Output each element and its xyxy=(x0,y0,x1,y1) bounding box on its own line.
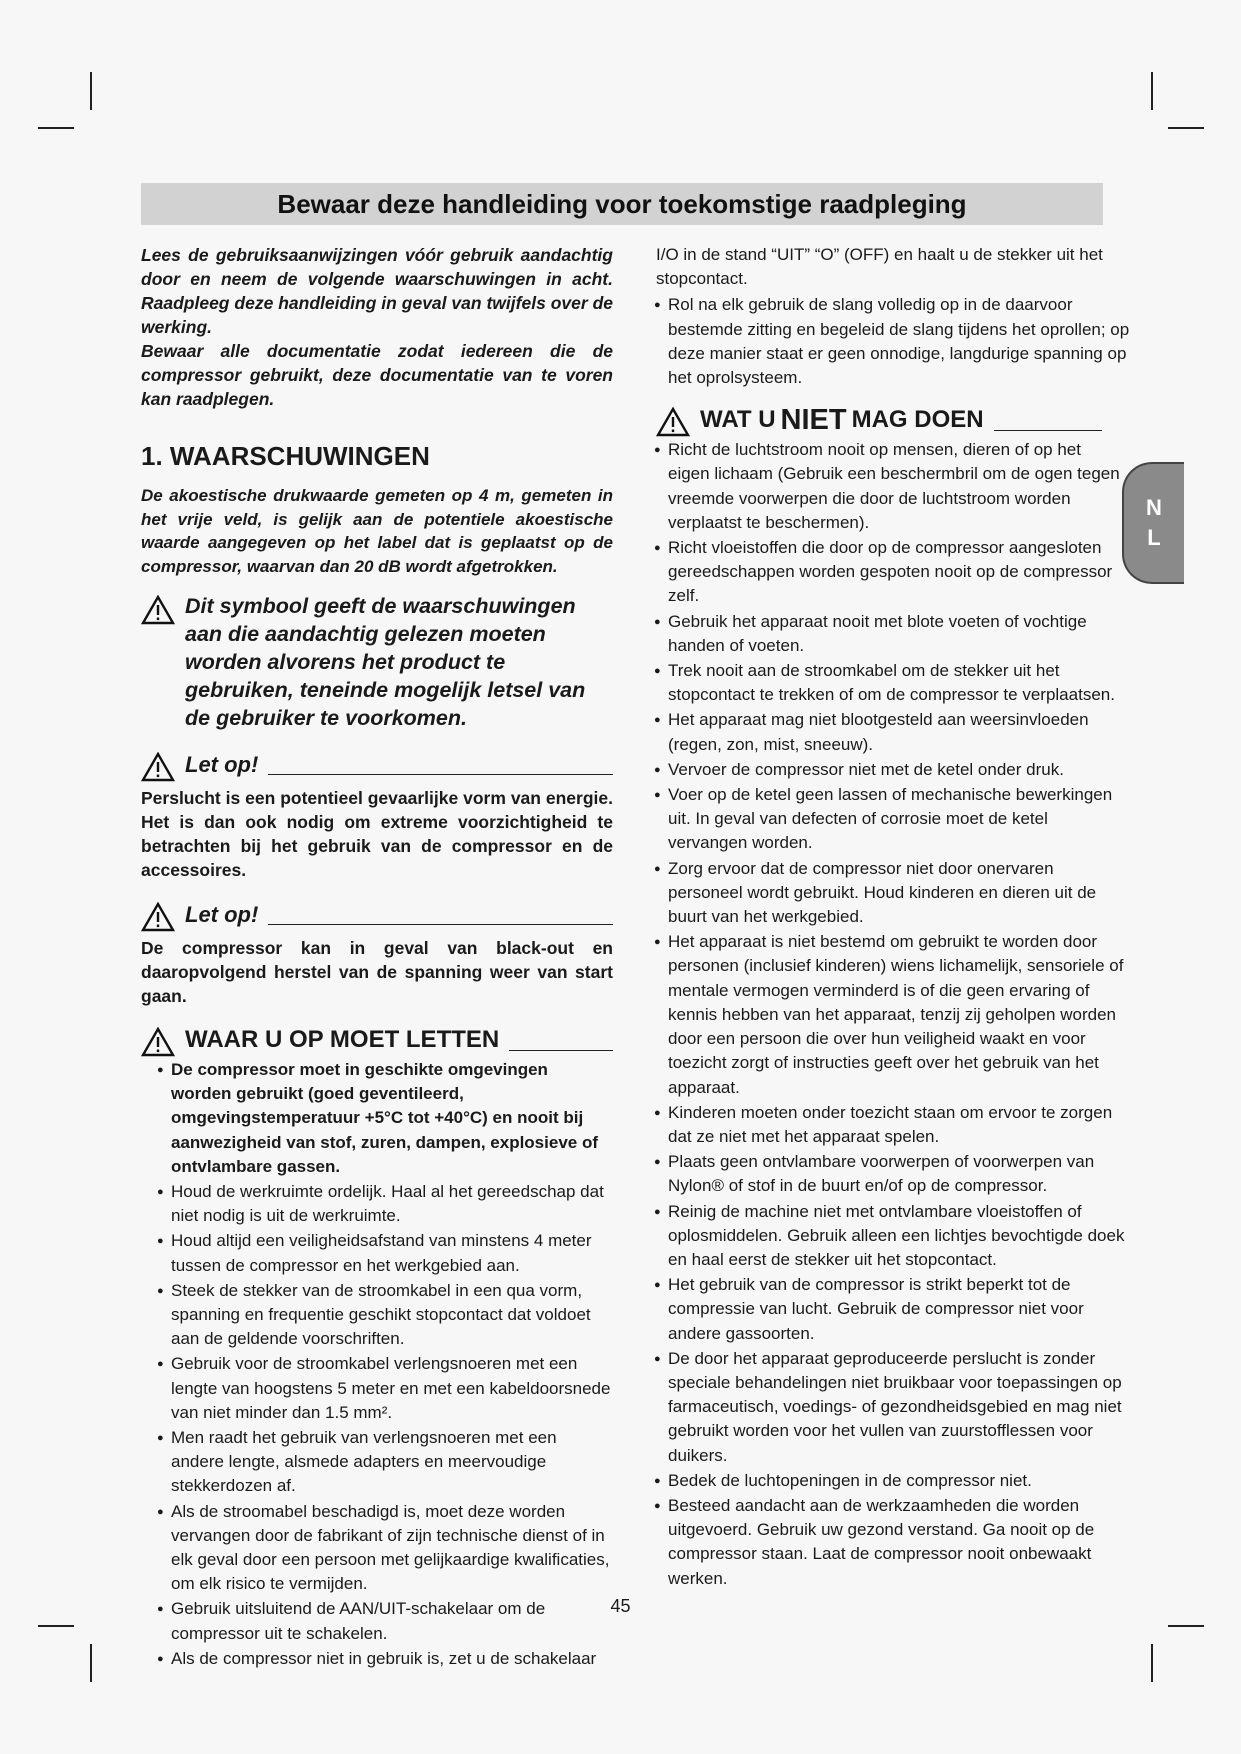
list-item: ● De compressor moet in geschikte omgevingen worden gebruikt (goed geventileerd, omgevingstemperatuur +5°C tot +40°C) en nooit bij aanwezigheid van stof, zuren, dampen, explosieve of ontvlambare gassen. xyxy=(159,1058,613,1179)
list-item: ● Plaats geen ontvlambare voorwerpen of voorwerpen van Nylon® of stof in de buurt en/of op de compressor. xyxy=(656,1150,1126,1198)
heading-rule xyxy=(994,410,1102,431)
niet-title-post: MAG DOEN xyxy=(851,406,984,434)
symbol-note-text: Dit symbool geeft de waarschuwingen aan die aandachtig gelezen moeten worden alvorens het product te gebruiken, teneinde mogelijk letsel van de gebruiker te voorkomen. xyxy=(185,594,586,730)
crop-mark xyxy=(38,127,74,129)
letop-text: Perslucht is een potentieel gevaarlijke vorm van energie. Het is dan ook nodig om extreme voorzichtigheid te betrachten bij het gebruik van de compressor en de accessoires. xyxy=(141,788,613,880)
list-item: ● Gebruik uitsluitend de AAN/UIT-schakelaar om de compressor uit te schakelen. xyxy=(159,1597,613,1645)
crop-mark xyxy=(38,1625,74,1627)
warning-triangle-icon xyxy=(141,752,175,782)
crop-mark xyxy=(1168,1625,1204,1627)
heading-rule xyxy=(268,906,613,925)
heading-rule xyxy=(509,1030,613,1051)
language-tab xyxy=(1122,462,1184,584)
list-item: ● Gebruik voor de stroomkabel verlengsnoeren met een lengte van hoogstens 5 meter en met een kabeldoorsnede van niet minder dan 1.5 mm². xyxy=(159,1352,613,1425)
letop-heading xyxy=(141,900,613,930)
language-tab-letter: N xyxy=(1146,495,1162,520)
list-item: ● Trek nooit aan de stroomkabel om de stekker uit het stopcontact te trekken of om de compressor te verplaatsen. xyxy=(656,659,1126,707)
list-item: ● Voer op de ketel geen lassen of mechanische bewerkingen uit. In geval van defecten of corrosie moet de ketel vervangen worden. xyxy=(656,783,1126,856)
letop-label: Let op! xyxy=(185,752,259,777)
list-item: ● Richt vloeistoffen die door op de compressor aangesloten gereedschappen worden gespoten nooit op de compressor zelf. xyxy=(656,536,1126,609)
left-column xyxy=(141,243,613,1672)
continued-text: I/O in de stand “UIT” “O” (OFF) en haalt u de stekker uit het stopcontact. xyxy=(656,245,1103,289)
acoustic-paragraph: De akoestische drukwaarde gemeten op 4 m, gemeten in het vrije veld, is gelijk aan de potentiele akoestische waarde aangegeven op het label dat is geplaatst op de compressor, waarvan dan 20 dB wordt afgetrokken. xyxy=(141,486,613,576)
letop-text: De compressor kan in geval van black-out en daaropvolgend herstel van de spanning weer van start gaan. xyxy=(141,938,613,1006)
crop-mark xyxy=(1151,72,1153,110)
crop-mark xyxy=(90,1644,92,1682)
warning-triangle-icon xyxy=(141,902,175,932)
list-item: ● Steek de stekker van de stroomkabel in een qua vorm, spanning en frequentie geschikt stopcontact dat voldoet aan de geldende voorschriften. xyxy=(159,1279,613,1352)
crop-mark xyxy=(1168,127,1204,129)
list-item: ● Als de compressor niet in gebruik is, zet u de schakelaar xyxy=(159,1647,613,1671)
page-banner: Bewaar deze handleiding voor toekomstige raadpleging xyxy=(141,183,1103,225)
heading-rule xyxy=(268,756,613,775)
warning-triangle-icon xyxy=(141,1027,175,1057)
warning-triangle-icon xyxy=(656,407,690,437)
crop-mark xyxy=(1151,1644,1153,1682)
list-item: ● Als de stroomabel beschadigd is, moet deze worden vervangen door de fabrikant of zijn technische dienst of in elk geval door een persoon met gelijkaardige kwalificaties, om elk risico te vermijden. xyxy=(159,1500,613,1597)
right-column xyxy=(656,243,1146,1592)
section-heading: 1. WAARSCHUWINGEN xyxy=(141,441,430,471)
letop-label: Let op! xyxy=(185,902,259,927)
list-item: ● Vervoer de compressor niet met de ketel onder druk. xyxy=(656,758,1126,782)
list-item: ● Zorg ervoor dat de compressor niet door onervaren personeel wordt gebruikt. Houd kinderen en dieren uit de buurt van het werkgebied. xyxy=(656,857,1126,930)
page-number: 45 xyxy=(610,1596,631,1616)
waar-list xyxy=(141,1058,613,1671)
crop-mark xyxy=(90,72,92,110)
symbol-note xyxy=(141,592,613,732)
waar-title: WAAR U OP MOET LETTEN xyxy=(185,1026,500,1053)
intro-paragraph: Lees de gebruiksaanwijzingen vóór gebruik aandachtig door en neem de volgende waarschuwingen in acht. Raadpleeg deze handleiding in geval van twijfels over de werking. xyxy=(141,245,613,337)
list-item: ● Richt de luchtstroom nooit op mensen, dieren of op het eigen lichaam (Gebruik een beschermbril om de ogen tegen vreemde voorwerpen die door de luchtstroom worden verplaatst te beschermen). xyxy=(656,438,1126,535)
list-item: ● De door het apparaat geproduceerde perslucht is zonder speciale behandelingen niet bruikbaar voor toepassingen op farmaceutisch, voedings- of gezondheidsgebied en mag niet gebruikt worden voor het vullen van zuurstofflessen voor duikers. xyxy=(656,1347,1126,1468)
language-tab-letter: L xyxy=(1147,525,1161,550)
list-item: ● Rol na elk gebruik de slang volledig op in de daarvoor bestemde zitting en begeleid de slang tijdens het oprollen; op deze manier staat er geen onnodige, langdurige spanning op het oprolsysteem. xyxy=(656,293,1146,390)
waar-list-continued xyxy=(656,293,1146,390)
list-item: ● Kinderen moeten onder toezicht staan om ervoor te zorgen dat ze niet met het apparaat spelen. xyxy=(656,1101,1126,1149)
list-item: ● Reinig de machine niet met ontvlambare vloeistoffen of oplosmiddelen. Gebruik alleen een lichtjes bevochtigde doek en haal eerst de stekker uit het stopcontact. xyxy=(656,1200,1126,1273)
list-item: ● Men raadt het gebruik van verlengsnoeren met een andere lengte, alsmede adapters en meervoudige stekkerdozen af. xyxy=(159,1426,613,1499)
letop-heading xyxy=(141,750,613,780)
list-item: ● Het apparaat is niet bestemd om gebruikt te worden door personen (inclusief kinderen) wiens lichamelijk, sensoriele of mentale vermogen verminderd is of die geen ervaring of kennis hebben van het apparaat, tenzij zij geholpen worden door een persoon die over hun veiligheid waakt en voor toezicht zorgt of instructies geeft over het gebruik van het apparaat. xyxy=(656,930,1126,1099)
list-item: ● Het apparaat mag niet blootgesteld aan weersinvloeden (regen, zon, mist, sneeuw). xyxy=(656,708,1126,756)
list-item: ● Besteed aandacht aan de werkzaamheden die worden uitgevoerd. Gebruik uw gezond verstand. Ga nooit op de compressor staan. Laat de compressor nooit onbewaakt werken. xyxy=(656,1494,1126,1591)
niet-title-big: NIET xyxy=(780,403,847,436)
list-item: ● Houd altijd een veiligheidsafstand van minstens 4 meter tussen de compressor en het werkgebied aan. xyxy=(159,1229,613,1277)
list-item: ● Het gebruik van de compressor is strikt beperkt tot de compressie van lucht. Gebruik de compressor niet voor andere gassoorten. xyxy=(656,1273,1126,1346)
niet-heading xyxy=(656,404,1146,436)
warning-triangle-icon xyxy=(141,595,175,625)
niet-title-pre: WAT U xyxy=(700,406,776,434)
list-item: ● Houd de werkruimte ordelijk. Haal al het gereedschap dat niet nodig is uit de werkruimte. xyxy=(159,1180,613,1228)
list-item: ● Bedek de luchtopeningen in de compressor niet. xyxy=(656,1469,1126,1493)
waar-heading xyxy=(141,1024,613,1056)
list-item: ● Gebruik het apparaat nooit met blote voeten of vochtige handen of voeten. xyxy=(656,610,1126,658)
niet-list xyxy=(656,438,1126,1591)
intro-paragraph: Bewaar alle documentatie zodat iedereen die de compressor gebruikt, deze documentatie van te voren kan raadplegen. xyxy=(141,341,613,409)
